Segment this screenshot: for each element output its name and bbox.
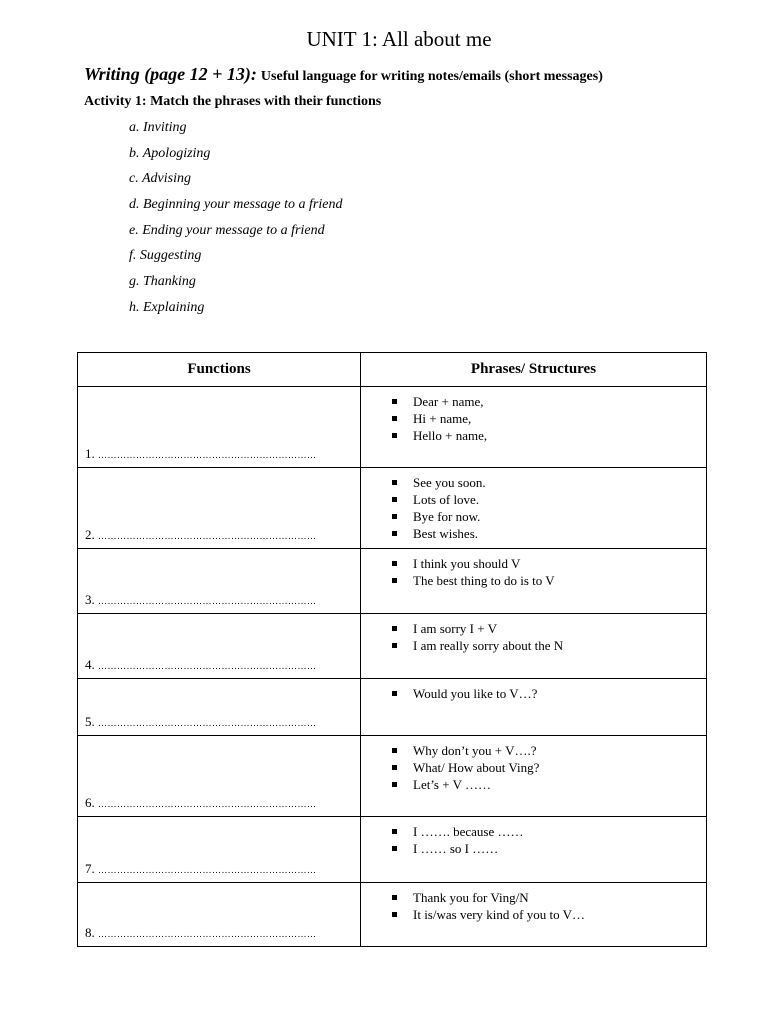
function-answer-cell[interactable] — [78, 736, 361, 817]
option-item: f. Suggesting — [129, 248, 202, 264]
phrase-item: What/ How about Ving? — [413, 759, 706, 776]
phrase-list — [361, 555, 706, 589]
phrases-cell — [361, 614, 707, 679]
function-answer-cell[interactable] — [78, 468, 361, 549]
phrase-list — [361, 685, 706, 702]
function-answer-cell[interactable] — [78, 883, 361, 947]
activity-instruction: Activity 1: Match the phrases with their functions — [84, 94, 382, 109]
phrase-item: Let’s + V …… — [413, 776, 706, 793]
function-answer-cell[interactable] — [78, 817, 361, 883]
table-row — [78, 614, 707, 679]
function-answer-cell[interactable] — [78, 387, 361, 468]
row-number: 3. — [85, 592, 95, 607]
row-number: 6. — [85, 795, 95, 810]
phrase-item: Thank you for Ving/N — [413, 889, 706, 906]
table-row — [78, 817, 707, 883]
phrase-item: It is/was very kind of you to V… — [413, 906, 706, 923]
dotted-blank: …………………………………………………………… — [98, 661, 317, 671]
answer-blank[interactable] — [78, 446, 360, 467]
option-item: d. Beginning your message to a friend — [129, 197, 343, 213]
matching-table — [77, 352, 707, 947]
table-row — [78, 736, 707, 817]
table-row — [78, 883, 707, 947]
phrase-item: Lots of love. — [413, 491, 706, 508]
phrase-item: I ……. because …… — [413, 823, 706, 840]
phrase-list — [361, 823, 706, 857]
phrase-item: Hi + name, — [413, 410, 706, 427]
row-number: 2. — [85, 527, 95, 542]
table-row — [78, 679, 707, 736]
phrase-list — [361, 393, 706, 444]
page-title: UNIT 1: All about me — [306, 27, 492, 51]
phrase-item: See you soon. — [413, 474, 706, 491]
table-row — [78, 468, 707, 549]
phrases-cell — [361, 549, 707, 614]
phrase-list — [361, 742, 706, 793]
phrase-item: I am really sorry about the N — [413, 637, 706, 654]
row-number: 5. — [85, 714, 95, 729]
phrase-item: I think you should V — [413, 555, 706, 572]
phrase-item: I …… so I …… — [413, 840, 706, 857]
row-number: 4. — [85, 657, 95, 672]
phrases-cell — [361, 387, 707, 468]
section-subtitle — [84, 64, 603, 85]
phrase-item: Would you like to V…? — [413, 685, 706, 702]
function-answer-cell[interactable] — [78, 679, 361, 736]
answer-blank[interactable] — [78, 592, 360, 613]
answer-blank[interactable] — [78, 925, 360, 946]
phrases-cell — [361, 468, 707, 549]
option-item: e. Ending your message to a friend — [129, 222, 325, 238]
table-header-row — [78, 353, 707, 387]
table-row — [78, 549, 707, 614]
option-item: c. Advising — [129, 171, 191, 187]
dotted-blank: …………………………………………………………… — [98, 596, 317, 606]
subtitle-lead: Writing (page 12 + 13): — [84, 64, 257, 84]
answer-blank[interactable] — [78, 527, 360, 548]
header-phrases: Phrases/ Structures — [361, 353, 707, 387]
phrase-item: Best wishes. — [413, 525, 706, 542]
phrases-cell — [361, 736, 707, 817]
dotted-blank: …………………………………………………………… — [98, 531, 317, 541]
row-number: 8. — [85, 925, 95, 940]
phrase-list — [361, 474, 706, 542]
phrase-item: I am sorry I + V — [413, 620, 706, 637]
subtitle-rest: Useful language for writing notes/emails (short messages) — [260, 69, 603, 84]
phrase-list — [361, 620, 706, 654]
dotted-blank: …………………………………………………………… — [98, 718, 317, 728]
answer-blank[interactable] — [78, 714, 360, 735]
dotted-blank: …………………………………………………………… — [98, 865, 317, 875]
table-row — [78, 387, 707, 468]
row-number: 7. — [85, 861, 95, 876]
answer-blank[interactable] — [78, 657, 360, 678]
phrase-item: The best thing to do is to V — [413, 572, 706, 589]
answer-blank[interactable] — [78, 795, 360, 816]
phrase-item: Why don’t you + V….? — [413, 742, 706, 759]
header-functions: Functions — [78, 353, 361, 387]
dotted-blank: …………………………………………………………… — [98, 450, 317, 460]
answer-blank[interactable] — [78, 861, 360, 882]
option-item: b. Apologizing — [129, 145, 211, 161]
option-item: h. Explaining — [129, 299, 205, 315]
dotted-blank: …………………………………………………………… — [98, 929, 317, 939]
function-options-list — [129, 118, 342, 324]
row-number: 1. — [85, 446, 95, 461]
option-item: a. Inviting — [129, 120, 187, 135]
option-item: g. Thanking — [129, 274, 196, 290]
function-answer-cell[interactable] — [78, 549, 361, 614]
phrase-item: Bye for now. — [413, 508, 706, 525]
phrases-cell — [361, 883, 707, 947]
phrases-cell — [361, 817, 707, 883]
function-answer-cell[interactable] — [78, 614, 361, 679]
phrase-list — [361, 889, 706, 923]
phrases-cell — [361, 679, 707, 736]
dotted-blank: …………………………………………………………… — [98, 799, 317, 809]
phrase-item: Dear + name, — [413, 393, 706, 410]
phrase-item: Hello + name, — [413, 427, 706, 444]
